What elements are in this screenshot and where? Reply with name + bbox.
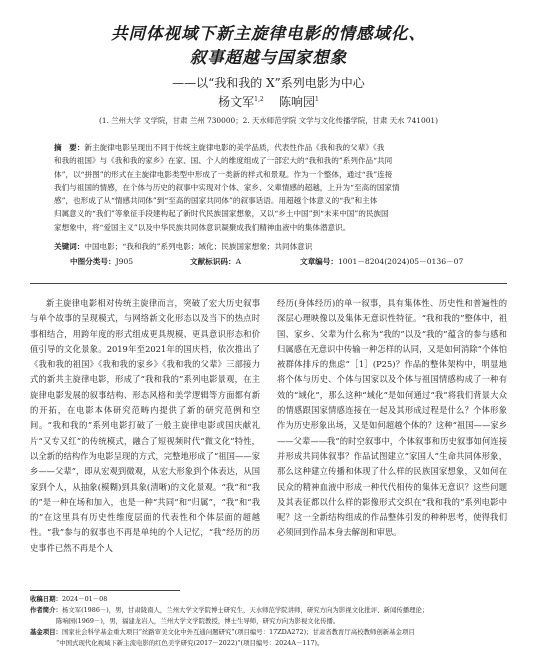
keywords-text: 中国电影；“我和我的”系列电影；域化；民族国家想象；共同体意识 [84,242,313,251]
classification-row [70,256,490,267]
article-title-line-2: 叙事超越与国家想象 [189,48,348,67]
article-number-value: 1001－8204(2024)05－0136－07 [337,257,464,266]
doc-code-label: 文献标识码： [190,257,236,266]
author-name: 陈响园 [278,95,315,109]
footnote-received: 收稿日期：2024－01－08 [30,595,108,603]
doc-code-value: A [235,257,242,266]
body-column-right [277,296,507,541]
article-subtitle: ——以“我和我的 X”系列电影为中心 [172,76,365,90]
footnote-divider [30,590,180,591]
author-affil-sup: 1,2 [254,96,264,103]
body-paragraph: 经历(身体经历)的单一叙事，具有集体性、历史性和普遍性的深层心理映像以及集体无意识性特征。“我和我的”整体中，祖国、家乡、父辈为什么称为“我的”以及“我的”蕴含的参与感和归属感在无意识中传输一种怎样的认同，又是如何消除“个体怕被群体排斥的焦虑”［1］(P25)？作品的整体架构中，明显地将个体与历史、个体与国家以及个体与祖国情感构成了一种有效的“域化”，那么这种“域化”是如何通过“我”将我们背景大众的情感跟国家情感连接在一起及其形成过程是什么？个体形象作为历史形象出场，又是如何超越个体的？这种“祖国——家乡——父辈——我”的时空叙事中，个体叙事和历史叙事如何连接并形成共同体叙事？作品试图建立“家国人”生命共同体形象，那么这种建立传播和体现了什么样的民族国家想象，又如何在民众的精神血液中形成一种代代相传的集体无意识？这些问题及其表征都以什么样的影像形式交织在“我和我的”系列电影中呢？这一全新结构组成的作品整体引发的种种思考，使得我们必须回到作品本身去解剖和审思。 [277,298,507,538]
clc-value: J905 [115,257,134,266]
footnotes [30,594,507,649]
clc-label: 中图分类号： [70,257,116,266]
footnote-fund-1: 基金项目：国家社会科学基金重大项目“丝路审美文化中外互通问题研究”(项目编号：17ZDA272)；甘肃省教育厅高校教师创新基金项目 [30,628,415,636]
divider [30,283,507,284]
abstract-line: 我们与祖国的情感，在个体与历史的叙事中实现对个体、家乡、父辈情感的超越，上升为“至高的国家情 [54,182,400,192]
footnote-author-1: 作者简介：杨文军(1986－)，男，甘肃陇南人，兰州大学文学院博士研究生，天水师范学院讲师，研究方向为影视文化批评、新闻传播理论； [30,606,429,614]
author-affil-sup: 1 [315,96,319,103]
author-name: 杨文军 [218,95,255,109]
body-column-left [30,296,260,556]
author-line [0,93,537,110]
abstract [54,141,484,234]
keywords-label: 关键词： [54,242,85,251]
affiliation: (1. 兰州大学 文学院，甘肃 兰州 730000；2. 天水师范学院 文学与文化传播学院，甘肃 天水 741001) [99,116,438,125]
footnote-author-2: 陈响园(1969－)，男，福建龙岩人，兰州大学文学院教授，博士生导师，研究方向为影视文化传播。 [56,617,340,625]
article-number-label: 文章编号： [300,257,338,266]
abstract-line: 摘 要：新主旋律电影呈现出不同于传统主旋律电影的美学品质，代表性作品《我和我的父辈》《我 [54,143,385,152]
body-paragraph: 新主旋律电影相对传统主旋律而言，突破了宏大历史叙事与单个故事的呈现模式，与网络新文化形态以及当下的热点时事相结合，用跨年度的形式组成更具规模、更具意识形态和价值引导的文化景象。2019年至2021年的国庆档，依次推出了《我和我的祖国》《我和我的家乡》《我和我的父辈》三部接力式的新共主旋律电影，形成了“我和我的”系列电影景观，在主旋律电影发展的叙事结构、形态风格和美学逻辑等方面都有新的开拓，在电影本体研究范畴内提供了新的研究范例和空间。“我和我的”系列电影打破了一般主旋律电影或国庆献礼片“又专又红”的传统模式，融合了短视频时代“微文化”特性，以全新的结构作为电影呈现的方式，完整地形成了“祖国——家乡——父辈”，即从宏观到微观，从宏大形象到个体表达，从国家到个人，从抽象(模糊)到具象(清晰)的文化景观。“我”和“我的”是一种在场和加入，也是一种“共同”和“归属”，“我”和“我的”在这里具有历史性维度层面的代表性和个体层面的超越性。“我”参与的叙事也不再是单纯的个人记忆，“我”经历的历史事件已然不再是个人 [30,298,260,553]
article-title-line-1: 共同体视域下新主旋律电影的情感域化、 [111,24,426,43]
keywords [54,241,494,253]
abstract-line: 感”，也形成了从“情感共同体”到“至高的国家共同体”的叙事话语。用超越个体意义的“我”和主体 [54,196,378,206]
abstract-line: 家想象中，将“爱国主义”以及中华民族共同体意识凝聚成我们精神血液中的集体潜意识。 [54,222,351,232]
abstract-line: 体”，以“拼图”的形式在主旋律电影类型中形成了一类新的样式和景观。作为一个整体，通过“我”连接 [54,169,393,179]
footnote-fund-2: “中国式现代化视域下新主流电影的红色美学研究(2017－2022)”(项目编号：2024A－117)。 [56,639,324,647]
abstract-line: 和我的祖国》与《我和我的家乡》在家、国、个人的维度组成了一部宏大的“我和我的”系列作品“共同 [54,156,393,166]
abstract-label: 摘 要： [54,143,85,152]
abstract-line: 归属意义的“我们”等象征手段建构起了新时代民族国家想象，又以“乡土中国”到“未来中国”的民族国 [54,209,389,219]
